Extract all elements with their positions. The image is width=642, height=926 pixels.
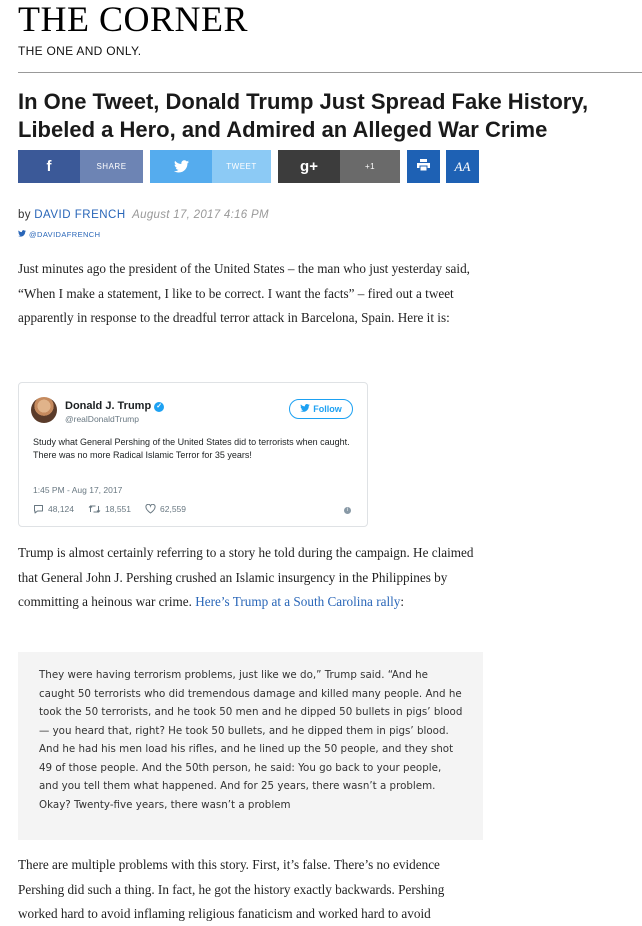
article-paragraph	[18, 541, 483, 615]
paragraph-text: :	[400, 594, 405, 609]
like-button[interactable]	[145, 504, 186, 514]
twitter-bird-icon	[300, 404, 310, 414]
twitter-handle: @DAVIDAFRENCH	[29, 230, 101, 239]
follow-button[interactable]	[289, 399, 353, 419]
rally-link[interactable]: Here’s Trump at a South Carolina rally	[195, 594, 401, 609]
tweet-screen-name[interactable]: @realDonaldTrump	[65, 414, 139, 424]
twitter-share-button[interactable]	[150, 150, 271, 183]
site-logo[interactable]: THE CORNER	[18, 0, 248, 39]
twitter-bird-icon	[18, 230, 26, 239]
tweet-timestamp[interactable]: 1:45 PM - Aug 17, 2017	[33, 485, 123, 495]
print-button[interactable]	[407, 150, 440, 183]
avatar[interactable]	[31, 397, 57, 423]
like-count: 62,559	[160, 504, 186, 514]
embedded-tweet[interactable]	[18, 382, 368, 527]
byline	[18, 209, 269, 221]
site-tagline: THE ONE AND ONLY.	[18, 44, 142, 58]
font-size-icon: AA	[454, 158, 471, 174]
info-icon[interactable]: i	[344, 507, 351, 514]
paragraph-text: Trump is almost certainly referring to a story he told during the campaign. He claimed that General John J. Pershing crushed an Islamic insurgency in the Philippines by committing a heinous war crime.	[18, 545, 474, 609]
gplus-share-button[interactable]	[278, 150, 400, 183]
byline-prefix: by	[18, 209, 31, 221]
follow-label: Follow	[313, 404, 342, 414]
reply-button[interactable]	[33, 504, 74, 514]
blockquote: They were having terrorism problems, just like we do,” Trump said. “And he caught 50 terrorists who did tremendous damage and killed many people. And he took the 50 terrorists, and he took 50 men and he dipped 50 bullets in pigs’ blood — you heard that, right? He took 50 bullets, and he dipped them in pigs’ blood. And he had his men load his rifles, and he lined up the 50 people, and they shot 49 of those people. And the 50th person, he said: You go back to your people, and you tell them what happened. And for 25 years, there wasn’t a problem. Okay? Twenty-five years, there wasn’t a problem	[18, 652, 483, 840]
twitter-icon	[150, 150, 212, 183]
reply-icon	[33, 504, 44, 514]
article-paragraph: There are multiple problems with this story. First, it’s false. There’s no evidence Pershing did such a thing. In fact, he got the history exactly backwards. Pershing worked hard to avoid inflaming religious fanaticism and worked hard to avoid	[18, 857, 445, 921]
share-bar	[18, 150, 488, 183]
gplus-icon: g+	[278, 150, 340, 183]
font-size-button[interactable]	[446, 150, 479, 183]
reply-count: 48,124	[48, 504, 74, 514]
facebook-share-button[interactable]	[18, 150, 143, 183]
tweet-actions	[33, 504, 186, 514]
article-headline: In One Tweet, Donald Trump Just Spread Fake History, Libeled a Hero, and Admired an Alleged War Crime	[18, 89, 589, 142]
masthead	[18, 0, 642, 73]
author-link[interactable]: DAVID FRENCH	[34, 209, 126, 221]
article-paragraph: Just minutes ago the president of the United States – the man who just yesterday said, “When I make a statement, I like to be correct. I want the facts” – fired out a tweet apparently in response to the dreadful terror attack in Barcelona, Spain. Here it is:	[18, 261, 470, 325]
tweet-author-name[interactable]	[65, 400, 164, 412]
retweet-icon	[88, 504, 101, 514]
verified-badge-icon: ✓	[154, 402, 164, 412]
retweet-count: 18,551	[105, 504, 131, 514]
facebook-icon: f	[18, 150, 80, 183]
gplus-share-label: +1	[340, 150, 400, 183]
facebook-share-label: SHARE	[80, 150, 143, 183]
heart-icon	[145, 504, 156, 514]
tweet-text: Study what General Pershing of the United States did to terrorists when caught. There was no more Radical Islamic Terror for 35 years!	[33, 437, 350, 460]
retweet-button[interactable]	[88, 504, 131, 514]
twitter-share-label: TWEET	[212, 150, 271, 183]
author-twitter-link[interactable]	[18, 230, 100, 239]
printer-icon	[417, 158, 430, 176]
tweet-author-name-text: Donald J. Trump	[65, 400, 152, 412]
publish-date: August 17, 2017 4:16 PM	[132, 209, 269, 221]
